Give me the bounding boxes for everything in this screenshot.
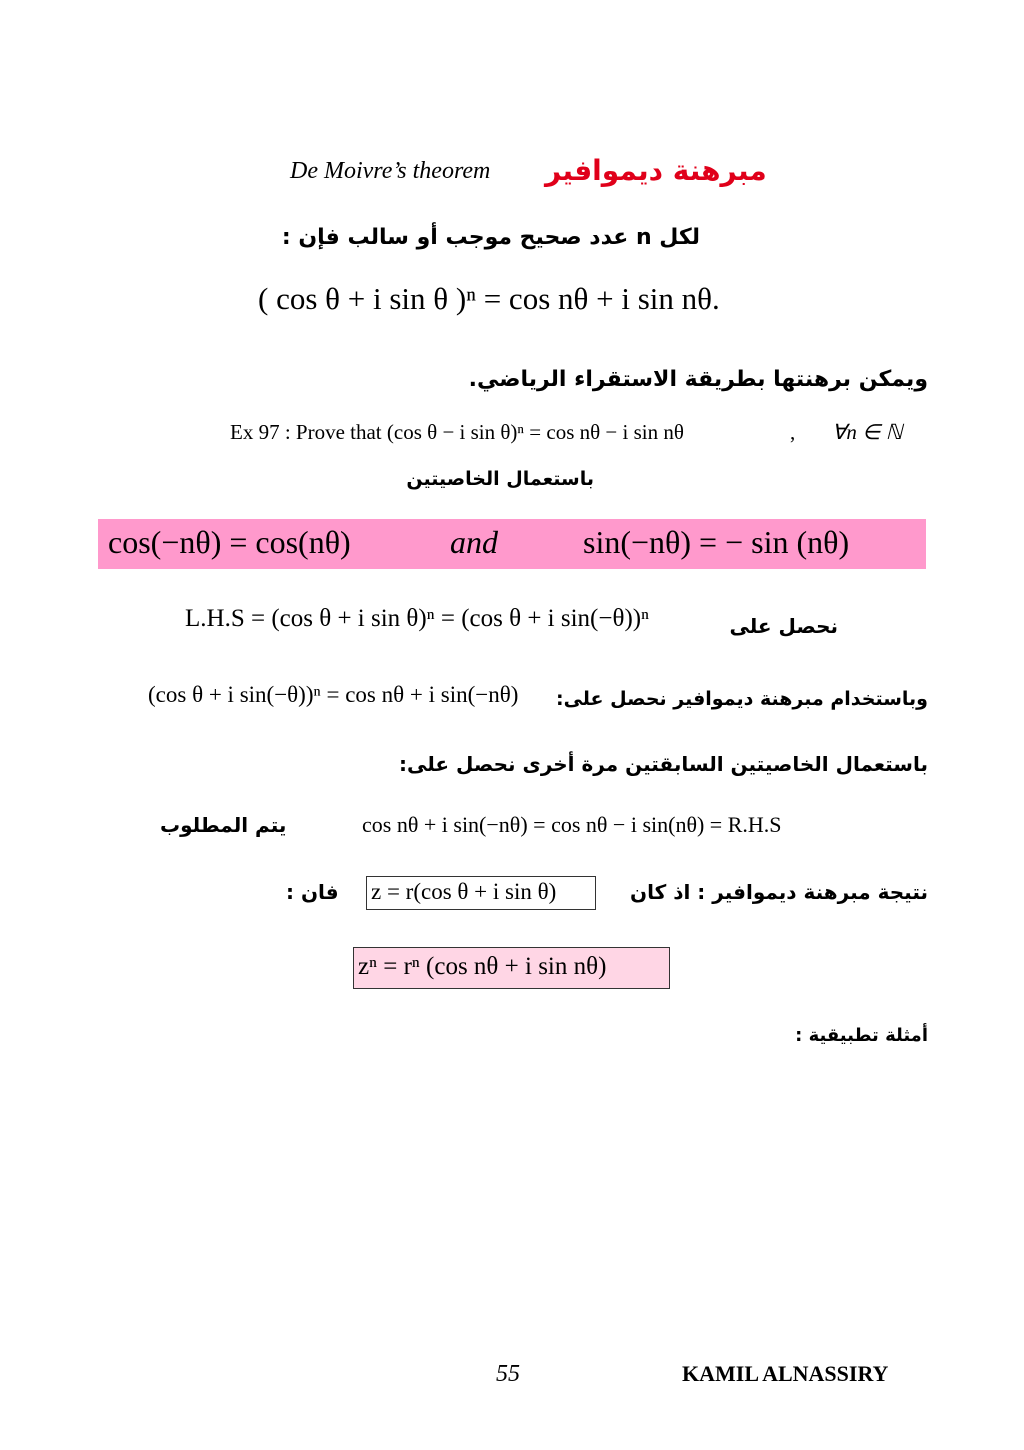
demoivre-formula: (cos θ + i sin(−θ))ⁿ = cos nθ + i sin(−nθ): [148, 682, 519, 707]
result-label: يتم المطلوب: [160, 813, 287, 837]
result-formula: cos nθ + i sin(−nθ) = cos nθ − i sin(nθ) = R.H.S: [362, 812, 782, 837]
sin-identity: sin(−nθ) = − sin (nθ): [583, 524, 850, 560]
theorem-formula: ( cos θ + i sin θ )ⁿ = cos nθ + i sin nθ.: [258, 281, 720, 316]
corollary-then: فان :: [286, 880, 339, 904]
example-comma: ,: [790, 420, 796, 444]
title-arabic: مبرهنة ديموافير: [545, 154, 767, 187]
cos-identity: cos(−nθ) = cos(nθ): [108, 524, 351, 560]
examples-heading: أمثلة تطبيقية :: [795, 1025, 928, 1046]
lhs-formula: L.H.S = (cos θ + i sin θ)ⁿ = (cos θ + i sin(−θ))ⁿ: [185, 605, 649, 632]
intro-line: لكل n عدد صحيح موجب أو سالب فإن :: [281, 225, 700, 250]
example-quantifier: ∀n ∈ ℕ: [832, 420, 903, 444]
zn-formula: zⁿ = rⁿ (cos nθ + i sin nθ): [358, 953, 607, 980]
footer-author: KAMIL ALNASSIRY: [682, 1361, 889, 1386]
induction-note: ويمكن برهنتها بطريقة الاستقراء الرياضي.: [468, 367, 928, 392]
title-english: De Moivre’s theorem: [290, 158, 491, 184]
using-previous-label: باستعمال الخاصيتين السابقتين مرة أخرى نحصل على:: [399, 752, 928, 776]
and-word: and: [450, 524, 498, 560]
page-number: 55: [496, 1361, 520, 1387]
using-properties-label: باستعمال الخاصيتين: [406, 468, 594, 490]
lhs-label: نحصل على: [729, 614, 838, 638]
z-formula: z = r(cos θ + i sin θ): [371, 879, 557, 904]
corollary-label: نتيجة مبرهنة ديموافير : اذ كان: [630, 880, 928, 904]
example-statement: Ex 97 : Prove that (cos θ − i sin θ)ⁿ = cos nθ − i sin nθ: [230, 420, 684, 444]
demoivre-label: وباستخدام مبرهنة ديموافير نحصل على:: [555, 688, 928, 710]
